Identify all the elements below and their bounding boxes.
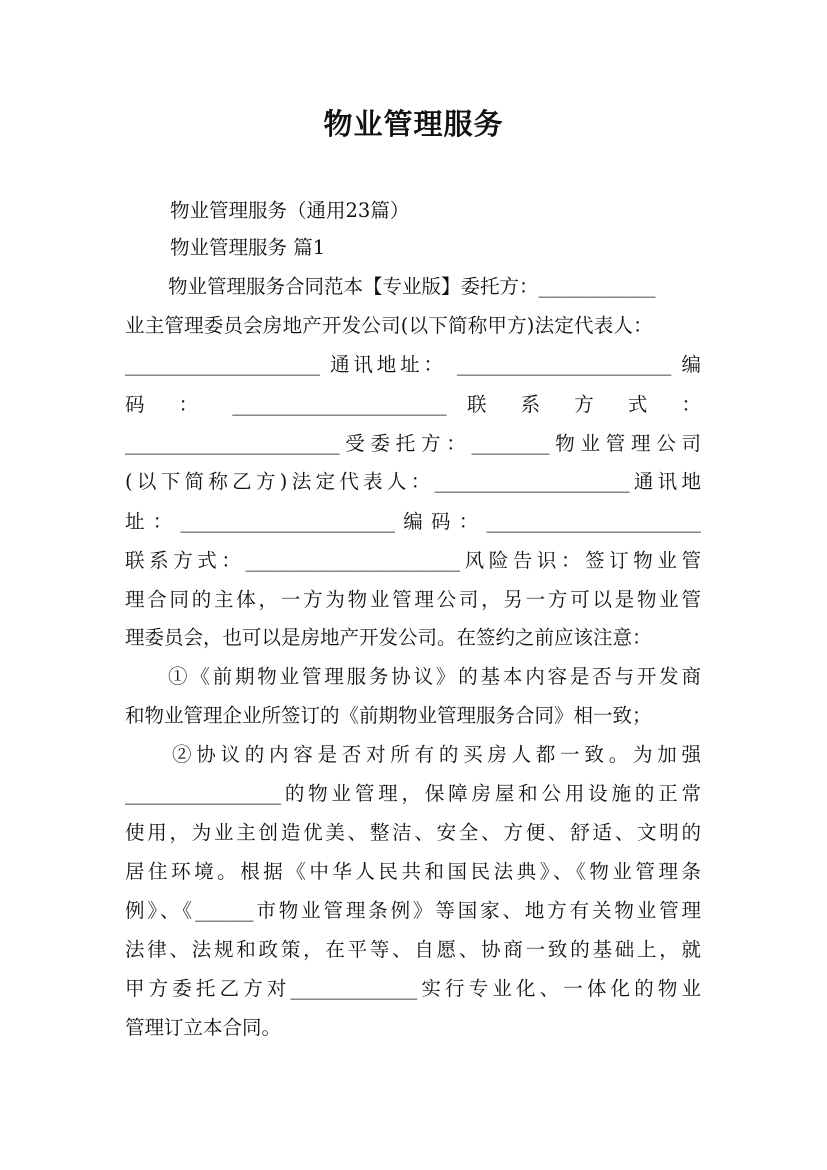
text-run: 实行专业化、一体化的物业: [417, 977, 701, 1000]
text-run: 市物业管理条例》等国家、地方有关物业管理: [253, 899, 701, 922]
text-run: 受委托方：: [339, 432, 472, 455]
text-run: 系: [520, 393, 555, 416]
text-line: [125, 931, 701, 969]
text-run: 编码：: [395, 510, 487, 533]
text-line: [125, 192, 701, 230]
text-run: 使用，为业主创造优美、整洁、安全、方便、舒适、文明的: [125, 821, 701, 844]
text-line: [172, 736, 701, 774]
text-run: 理合同的主体，一方为物业管理公司，另一方可以是物业管: [125, 588, 701, 611]
text-run: 式: [627, 393, 662, 416]
text-line: [125, 229, 701, 267]
text-line: [125, 697, 701, 735]
text-line: [125, 463, 701, 501]
text-line: [125, 307, 701, 345]
text-line: [125, 970, 701, 1008]
blank-field: ______________________: [486, 510, 701, 533]
blank-field: ______________________: [125, 432, 340, 455]
blank-field: ______: [195, 899, 254, 922]
text-line: [168, 658, 701, 696]
text-run: 物业管理服务（通用23篇）: [170, 199, 410, 222]
blank-field: ____________________: [434, 470, 630, 493]
text-run: 物业管理公司: [549, 432, 701, 455]
text-run: 业主管理委员会房地产开发公司(以下简称甲方)法定代表人：: [125, 314, 653, 337]
text-run: 例》、《: [125, 899, 195, 922]
text-run: ：: [681, 393, 702, 416]
text-line: [125, 775, 701, 813]
blank-field: ______________________: [232, 393, 447, 416]
text-run: 址：: [125, 510, 181, 533]
text-line: [125, 425, 701, 463]
blank-field: ____________: [538, 275, 656, 298]
text-run: 联: [466, 393, 501, 416]
text-run: 通讯地: [629, 470, 701, 493]
blank-field: ______________________: [245, 549, 460, 572]
text-line: [125, 581, 701, 619]
text-run: 甲方委托乙方对: [125, 977, 291, 1000]
text-run: 风险告识：签订物业管: [460, 549, 701, 572]
text-run: 联系方式：: [125, 549, 246, 572]
text-run: ：: [178, 393, 213, 416]
text-line: [125, 619, 701, 657]
text-run: 理委员会，也可以是房地产开发公司。在签约之前应该注意：: [125, 626, 652, 649]
text-run: 编: [681, 353, 701, 376]
text-run: 管理订立本合同。: [125, 1016, 282, 1039]
text-run: 物业管理服务合同范本【专业版】委托方：: [168, 275, 539, 298]
text-line: [125, 386, 701, 424]
blank-field: _____________: [290, 977, 418, 1000]
text-run: 码: [125, 393, 159, 416]
text-run: 法律、法规和政策，在平等、自愿、协商一致的基础上，就: [125, 938, 701, 961]
blank-field: ______________________: [456, 353, 672, 376]
text-run: 方: [574, 393, 608, 416]
text-run: 居住环境。根据《中华人民共和国民法典》、《物业管理条: [125, 860, 701, 883]
text-run: ①《前期物业管理服务协议》的基本内容是否与开发商: [168, 665, 701, 688]
text-line: [125, 1009, 701, 1047]
text-run: 和物业管理企业所签订的《前期物业管理服务合同》相一致；: [125, 704, 652, 727]
blank-field: ________: [471, 432, 550, 455]
text-run: (以下简称乙方)法定代表人：: [125, 470, 435, 493]
text-line: [125, 346, 701, 384]
blank-field: ____________________: [125, 353, 320, 376]
text-run: 的物业管理，保障房屋和公用设施的正常: [281, 782, 701, 805]
document-title: 物业管理服务: [323, 107, 504, 141]
blank-field: ________________: [125, 782, 281, 805]
text-line: [125, 542, 701, 580]
text-line: [125, 503, 701, 541]
text-line: [125, 853, 701, 891]
text-run: 物业管理服务 篇1: [170, 236, 326, 259]
text-line: [125, 892, 701, 930]
text-run: ②协议的内容是否对所有的买房人都一致。为加强: [172, 743, 701, 766]
text-run: 通讯地址：: [330, 353, 447, 376]
blank-field: ______________________: [180, 510, 395, 533]
text-line: [125, 814, 701, 852]
text-line: [168, 268, 701, 306]
